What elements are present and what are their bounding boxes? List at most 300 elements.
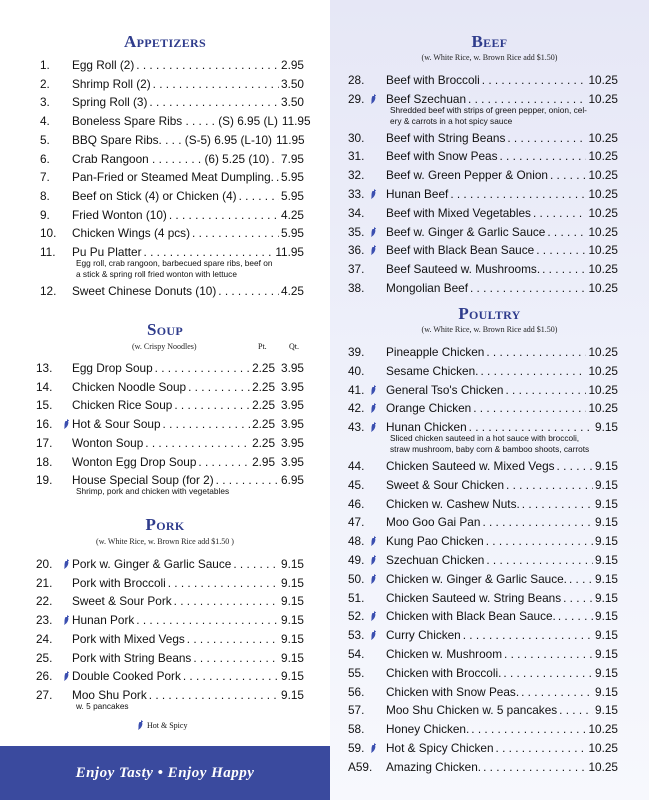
leader-dots (149, 93, 279, 111)
item-name: Chicken w. Mushroom (386, 647, 503, 661)
menu-item (348, 71, 618, 89)
item-name: Hunan Beef (386, 187, 449, 201)
item-number: 35. (348, 224, 365, 239)
item-name: Mongolian Beef (386, 281, 468, 295)
menu-item (348, 381, 618, 399)
leader-dots (486, 532, 593, 550)
item-price: 9.15 (595, 665, 618, 680)
item-price: 9.15 (281, 594, 304, 609)
item-description: Shredded beef with strips of green pepper, onion, cel- (390, 104, 587, 115)
menu-item (348, 626, 618, 644)
item-name: Beef w. Ginger & Garlic Sauce (386, 224, 546, 239)
item-number: A59. (348, 759, 373, 774)
item-price: 11.95 (281, 114, 311, 129)
item-price: 11.95 (275, 132, 305, 147)
item-number: 41. (348, 382, 365, 397)
leader-dots (174, 396, 250, 414)
leader-dots (155, 359, 250, 377)
section-title-beef: Beef (471, 32, 508, 51)
item-name: Pineapple Chicken (386, 345, 485, 359)
item-name: Curry Chicken (386, 628, 461, 643)
item-name: Moo Shu Chicken w. 5 pancakes (386, 703, 558, 718)
menu-item (40, 224, 304, 242)
item-price-pint: 2.25 (252, 398, 276, 413)
item-description: ery & carrots in a hot spicy sauce (390, 115, 513, 126)
item-number: 56. (348, 684, 365, 699)
menu-item (348, 147, 618, 165)
item-price: 2.95 (281, 58, 304, 72)
menu-item (348, 739, 618, 757)
item-number: 44. (348, 459, 365, 473)
item-price: 10.25 (588, 345, 618, 359)
item-number: 12. (40, 283, 57, 298)
item-name: Beef with Black Bean Sauce (386, 243, 535, 258)
leader-dots (482, 71, 587, 89)
item-name: Shrimp Roll (2) (72, 76, 151, 91)
hot-spicy-icon (370, 422, 377, 432)
menu-item (348, 129, 618, 147)
hot-spicy-icon (370, 94, 377, 104)
item-name: Pork with Broccoli (72, 575, 166, 590)
item-name: Sweet & Sour Chicken (386, 477, 505, 492)
item-price: 10.25 (588, 73, 618, 87)
item-number: 45. (348, 477, 365, 492)
item-number: 6. (40, 151, 50, 166)
menu-item (40, 131, 304, 149)
menu-item (348, 758, 618, 776)
hot-spicy-icon (137, 720, 144, 730)
menu-item (348, 513, 618, 531)
item-price: 9.15 (595, 553, 618, 567)
menu-item (348, 570, 618, 588)
leader-dots (168, 574, 279, 592)
item-name: Chicken Sauteed w. String Beans (386, 590, 562, 605)
item-price: 6.95 (281, 473, 304, 488)
item-price-quart: 3.95 (281, 435, 304, 450)
item-number: 32. (348, 168, 365, 183)
item-price: 9.15 (595, 647, 618, 661)
item-price: 7.95 (281, 151, 304, 166)
hot-spicy-icon (370, 245, 377, 255)
menu-item (348, 279, 618, 297)
item-number: 42. (348, 401, 365, 416)
item-price: 10.25 (588, 224, 618, 239)
legend-label: Hot & Spicy (147, 720, 188, 730)
menu-item (348, 362, 618, 380)
item-price: 9.15 (595, 571, 618, 586)
leader-dots (547, 223, 586, 241)
menu-item (40, 150, 304, 168)
item-number: 52. (348, 609, 365, 624)
leader-dots (499, 147, 586, 165)
item-description: w. 5 pancakes (76, 700, 129, 711)
footer-banner (0, 746, 330, 800)
hot-spicy-icon (370, 555, 377, 565)
item-price: 10.25 (588, 168, 618, 183)
item-number: 13. (36, 361, 53, 375)
item-price: 10.25 (588, 262, 618, 277)
item-price-pint: 2.25 (252, 361, 276, 375)
item-price: 9.15 (281, 613, 304, 628)
menu-item (348, 241, 618, 259)
item-price: 10.25 (588, 281, 618, 295)
leader-dots (486, 343, 586, 361)
leader-dots (521, 683, 593, 701)
menu-item (348, 607, 618, 625)
item-price: 3.50 (281, 95, 304, 110)
leader-dots (192, 224, 279, 242)
item-number: 22. (36, 594, 53, 609)
menu-item (40, 206, 304, 224)
leader-dots (163, 415, 251, 433)
item-number: 29. (348, 91, 365, 106)
item-price: 10.25 (588, 401, 618, 416)
leader-dots (136, 611, 279, 629)
item-number: 53. (348, 628, 365, 643)
item-name: Beef with Snow Peas (386, 149, 498, 164)
menu-item (36, 434, 304, 452)
item-name: Chicken Sauteed w. Mixed Vegs (386, 459, 555, 473)
leader-dots (169, 206, 279, 224)
item-price: 9.15 (281, 650, 304, 665)
item-number: 28. (348, 73, 365, 87)
item-price: 10.25 (588, 149, 618, 164)
leader-dots (188, 378, 250, 396)
item-price: 10.25 (588, 205, 618, 220)
item-number: 57. (348, 703, 365, 718)
item-number: 33. (348, 187, 365, 201)
item-price: 5.95 (281, 188, 304, 203)
item-number: 3. (40, 95, 50, 110)
item-price: 10.25 (588, 363, 618, 378)
leader-dots (522, 495, 593, 513)
item-name: Spring Roll (3) (72, 95, 148, 110)
leader-dots (174, 592, 279, 610)
item-price-quart: 3.95 (281, 454, 304, 469)
soup-col-pt: Pt. (258, 342, 267, 351)
item-description: Egg roll, crab rangoon, barbecued spare ribs, beef on (76, 257, 273, 268)
item-price: 9.15 (595, 477, 618, 492)
leader-dots (503, 664, 593, 682)
item-name: Moo Goo Gai Pan (386, 515, 481, 530)
item-name: Pork with String Beans (72, 650, 192, 665)
item-number: 1. (40, 58, 50, 72)
item-name: Chicken with Snow Peas. (386, 684, 520, 699)
leader-dots (149, 686, 279, 704)
menu-item (40, 282, 304, 300)
item-name: Pan-Fried or Steamed Meat Dumpling. (72, 170, 274, 185)
item-name: Fried Wonton (10) (72, 207, 167, 222)
item-number: 30. (348, 130, 365, 145)
item-price: 5.95 (281, 170, 304, 185)
item-name: Kung Pao Chicken (386, 534, 484, 549)
item-price: 9.15 (595, 628, 618, 643)
item-name: Szechuan Chicken (386, 553, 485, 567)
item-number: 17. (36, 435, 53, 450)
item-name: Sesame Chicken. (386, 363, 479, 378)
menu-item (40, 75, 304, 93)
leader-dots (183, 667, 279, 685)
menu-item (36, 630, 304, 648)
hot-spicy-icon (63, 559, 70, 569)
item-price: 9.15 (595, 459, 618, 473)
item-price: 10.25 (588, 759, 618, 774)
menu-item (348, 343, 618, 361)
item-name: Wonton Egg Drop Soup (72, 454, 197, 469)
item-name: Boneless Spare Ribs . . . . . (S) 6.95 (L) (72, 114, 278, 129)
menu-item (348, 683, 618, 701)
section-title-soup: Soup (147, 320, 183, 339)
soup-col-qt: Qt. (289, 342, 299, 351)
leader-dots (153, 75, 279, 93)
item-price: 9.15 (595, 703, 618, 718)
item-description: a stick & spring roll fried wonton with lettuce (76, 268, 237, 279)
leader-dots (218, 282, 279, 300)
item-name: Beef with Broccoli (386, 73, 480, 87)
leader-dots (542, 260, 586, 278)
item-name: Chicken Wings (4 pcs) (72, 226, 191, 241)
menu-item (348, 495, 618, 513)
menu-item (40, 56, 304, 74)
item-number: 26. (36, 669, 53, 684)
leader-dots (507, 129, 586, 147)
item-price: 10.25 (588, 91, 618, 106)
item-price: 4.25 (281, 283, 304, 298)
hot-spicy-icon (370, 630, 377, 640)
hot-spicy-icon (370, 385, 377, 395)
leader-dots (480, 362, 586, 380)
item-price-quart: 3.95 (281, 379, 304, 394)
item-number: 23. (36, 613, 53, 628)
menu-item (36, 574, 304, 592)
item-price: 9.15 (595, 515, 618, 530)
leader-dots (505, 381, 586, 399)
leader-dots (450, 185, 586, 203)
leader-dots (550, 166, 586, 184)
item-number: 36. (348, 243, 365, 258)
leader-dots (558, 607, 593, 625)
item-name: Chicken with Black Bean Sauce. (386, 609, 556, 624)
leader-dots (557, 457, 593, 475)
item-price: 10.25 (588, 382, 618, 397)
item-number: 16. (36, 417, 53, 432)
item-number: 14. (36, 379, 53, 394)
leader-dots (470, 279, 586, 297)
menu-item (348, 185, 618, 203)
menu-item (348, 260, 618, 278)
menu-item (348, 399, 618, 417)
menu-item (348, 720, 618, 738)
poultry-note: (w. White Rice, w. Brown Rice add $1.50) (421, 325, 558, 334)
item-name: Pork with Mixed Vegs (72, 631, 185, 646)
item-name: Chicken Noodle Soup (72, 379, 187, 394)
item-name: Amazing Chicken. (386, 759, 482, 774)
beef-note: (w. White Rice, w. Brown Rice add $1.50) (421, 53, 558, 62)
item-name: Beef Szechuan (386, 91, 467, 106)
item-name: Orange Chicken (386, 401, 472, 416)
menu-item (40, 187, 304, 205)
item-price: 9.15 (281, 557, 304, 571)
item-name: General Tso's Chicken (386, 382, 504, 397)
leader-dots (198, 453, 250, 471)
item-name: Beef with Mixed Vegetables (386, 205, 531, 220)
item-number: 39. (348, 345, 365, 359)
hot-spicy-icon (370, 189, 377, 199)
leader-dots (136, 56, 279, 74)
hot-spicy-icon (370, 403, 377, 413)
leader-dots (483, 758, 586, 776)
item-price-quart: 3.95 (281, 417, 304, 432)
leader-dots (193, 649, 279, 667)
item-number: 37. (348, 262, 365, 277)
item-number: 48. (348, 534, 365, 549)
item-price: 10.25 (588, 741, 618, 755)
menu-item (348, 664, 618, 682)
item-name: Beef w. Green Pepper & Onion (386, 168, 548, 183)
leader-dots (276, 168, 279, 186)
item-name: Hot & Spicy Chicken (386, 741, 494, 755)
item-name: Chicken w. Cashew Nuts. (386, 496, 520, 511)
item-name: Egg Roll (2) (72, 58, 135, 72)
leader-dots (271, 150, 279, 168)
item-name: Pu Pu Platter (72, 245, 142, 259)
menu-item (348, 204, 618, 222)
item-name: Crab Rangoon . . . . . . . . (6) 5.25 (10) (72, 151, 270, 166)
section-title-appetizers: Appetizers (124, 32, 206, 51)
item-name: Wonton Soup (72, 435, 144, 450)
item-name: Double Cooked Pork (72, 669, 181, 684)
item-price: 9.15 (595, 496, 618, 511)
item-price: 9.15 (281, 669, 304, 684)
item-price: 9.15 (595, 420, 618, 435)
leader-dots (473, 399, 586, 417)
item-name: Chicken with Broccoli. (386, 665, 502, 680)
item-price-pint: 2.25 (252, 435, 276, 450)
item-number: 18. (36, 454, 53, 469)
soup-note: (w. Crispy Noodles) (132, 342, 197, 351)
item-price: 11.95 (275, 245, 304, 259)
item-price: 10.25 (588, 130, 618, 145)
item-number: 15. (36, 398, 53, 413)
item-number: 24. (36, 631, 53, 646)
item-name: Hunan Chicken (386, 420, 467, 435)
item-number: 47. (348, 515, 365, 530)
item-price: 9.15 (595, 684, 618, 699)
item-price: 9.15 (595, 534, 618, 549)
leader-dots (506, 476, 593, 494)
item-name: Hunan Pork (72, 613, 135, 628)
hot-spicy-icon (370, 574, 377, 584)
menu-item (348, 551, 618, 569)
hot-spicy-icon (370, 611, 377, 621)
item-number: 9. (40, 207, 50, 222)
item-number: 43. (348, 420, 365, 435)
item-number: 49. (348, 553, 365, 567)
menu-item (348, 476, 618, 494)
pork-note: (w. White Rice, w. Brown Rice add $1.50 ) (96, 537, 234, 546)
menu-item (348, 645, 618, 663)
hot-spicy-icon (370, 743, 377, 753)
leader-dots (533, 204, 587, 222)
legend (137, 720, 187, 730)
item-price: 3.50 (281, 76, 304, 91)
hot-spicy-icon (63, 671, 70, 681)
item-price: 9.15 (281, 687, 304, 702)
item-price-quart: 3.95 (281, 398, 304, 413)
item-price: 10.25 (588, 187, 618, 201)
leader-dots (563, 589, 593, 607)
item-name: Beef with String Beans (386, 130, 506, 145)
menu-item (40, 93, 304, 111)
leader-dots (145, 434, 250, 452)
item-price: 10.25 (588, 722, 618, 737)
item-price-pint: 2.25 (252, 379, 276, 394)
item-name: Egg Drop Soup (72, 361, 153, 375)
menu-item (36, 415, 304, 433)
banner-text: Enjoy Tasty • Enjoy Happy (75, 764, 255, 781)
menu-item (36, 592, 304, 610)
item-number: 7. (40, 170, 50, 185)
menu-item (36, 667, 304, 685)
item-price: 4.25 (281, 207, 304, 222)
leader-dots (569, 570, 593, 588)
item-number: 10. (40, 226, 57, 241)
item-name: Hot & Sour Soup (72, 417, 161, 432)
item-number: 51. (348, 590, 365, 605)
item-number: 11. (40, 245, 56, 259)
leader-dots (482, 513, 593, 531)
item-number: 5. (40, 132, 50, 147)
section-title-pork: Pork (145, 515, 185, 534)
leader-dots (536, 241, 586, 259)
item-name: Beef on Stick (4) or Chicken (4) (72, 188, 237, 203)
item-number: 34. (348, 205, 365, 220)
item-price: 9.15 (595, 590, 618, 605)
menu-item (40, 168, 304, 186)
item-number: 25. (36, 650, 53, 665)
item-number: 31. (348, 149, 365, 164)
menu-item (348, 166, 618, 184)
item-name: BBQ Spare Ribs. . . . (S-5) 6.95 (L-10) (72, 132, 272, 147)
item-price: 9.15 (595, 609, 618, 624)
item-number: 55. (348, 665, 365, 680)
item-price-pint: 2.25 (252, 417, 276, 432)
menu-item (36, 359, 304, 377)
item-name: Chicken w. Ginger & Garlic Sauce. (386, 571, 567, 586)
menu-item (36, 555, 304, 573)
item-description: straw mushroom, baby corn & bamboo shoots, carrots (390, 444, 590, 454)
leader-dots (486, 551, 593, 569)
item-price: 9.15 (281, 631, 304, 646)
menu-item (348, 223, 618, 241)
item-number: 38. (348, 281, 365, 295)
item-name: Sweet Chinese Donuts (10) (72, 283, 217, 298)
menu-item (348, 457, 618, 475)
item-description: Sliced chicken sauteed in a hot sauce with broccoli, (390, 433, 580, 443)
menu-item (36, 649, 304, 667)
menu-item (348, 589, 618, 607)
leader-dots (239, 187, 279, 205)
item-name: Moo Shu Pork (72, 687, 147, 702)
hot-spicy-icon (370, 536, 377, 546)
leader-dots (504, 645, 593, 663)
menu-item (348, 532, 618, 550)
menu-item (36, 453, 304, 471)
item-name: Pork w. Ginger & Garlic Sauce (72, 557, 232, 571)
item-number: 8. (40, 188, 50, 203)
hot-spicy-icon (370, 227, 377, 237)
item-number: 40. (348, 363, 365, 378)
